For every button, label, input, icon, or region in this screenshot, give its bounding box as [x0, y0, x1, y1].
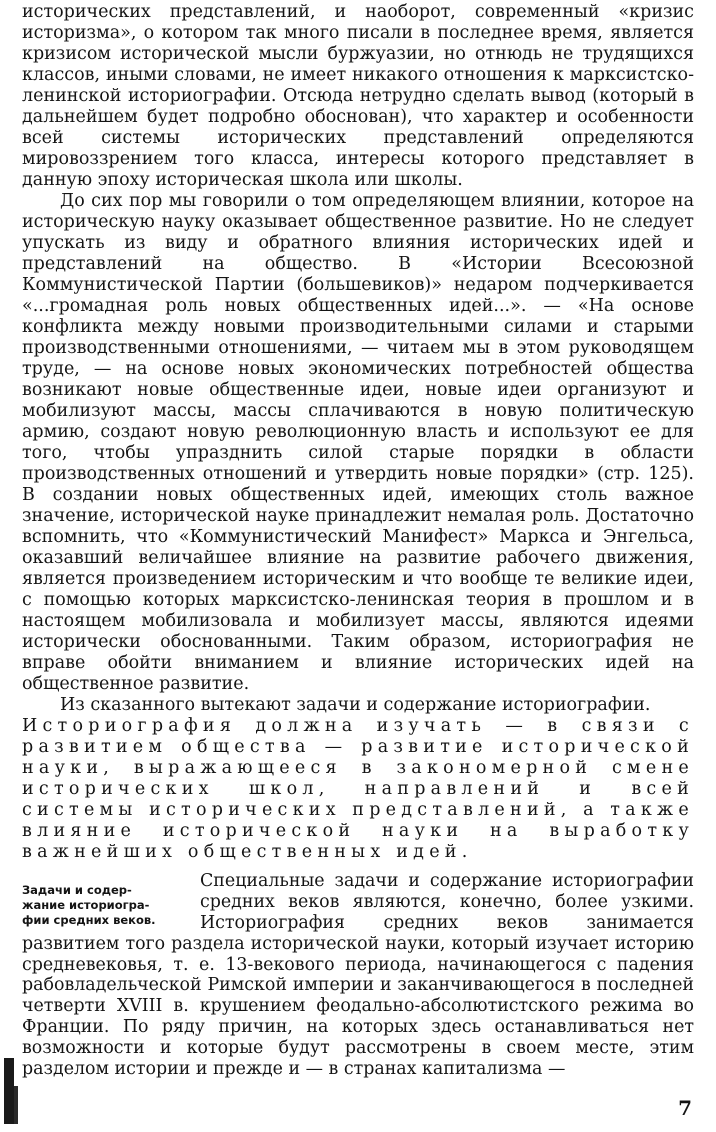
paragraph-5: Специальные задачи и содержание историографии средних веков являются, конечно, более узкими. Историография средних веков занимается развитием того раздела исторической науки, который изучает историю средневековья, т. е. 13-векового периода, начинающегося с падения рабовладельческой Римской империи и заканчивающегося в последней четверти XVIII в. крушением феодально-абсолютистского режима во Франции. По ряду причин, на которых здесь останавливаться нет возможности и которые будут рассмотрены в своем месте, этим разделом истории и прежде и — в странах капитализма —: [22, 871, 694, 1079]
page-number: 7: [678, 1096, 692, 1120]
margin-note-line-2: жание историогра-: [22, 898, 150, 912]
paragraph-1: исторических представлений, и наоборот, современный «кризис историзма», о котором так много писали в последнее время, является кризисом исторической мысли буржуазии, но отнюдь не трудящихся классов, иными словами, не имеет никакого отношения к марксистско-ленинской историографии. Отсюда нетрудно сделать вывод (который в дальнейшем будет подробно обоснован), что характер и особенности всей системы исторических представлений определяются мировоззрением того класса, интересы которого представляет в данную эпоху историческая школа или школы.: [22, 2, 694, 190]
margin-note-line-1: Задачи и содер-: [22, 883, 132, 897]
scan-edge-mark-secondary: [14, 1086, 18, 1124]
section-with-margin-note: [22, 871, 694, 1080]
margin-note: [22, 883, 180, 928]
paragraph-4-spaced: Историография должна изучать — в связи с развитием общества — развитие исторической науки, выражающееся в закономерной смене исторических школ, направлений и всей системы исторических представлений, а также влияние исторической науки на выработку важнейших общественных идей.: [22, 716, 694, 862]
margin-note-line-3: фии средних веков.: [22, 913, 156, 927]
scan-edge-mark: [4, 1058, 14, 1124]
main-text: [22, 2, 694, 863]
paragraph-2: До сих пор мы говорили о том определяющем влиянии, которое на историческую науку оказывает общественное развитие. Но не следует упускать из виду и обратного влияния исторических идей и представлений на общество. В «Истории Всесоюзной Коммунистической Партии (большевиков)» недаром подчеркивается «...громадная роль новых общественных идей...». — «На основе конфликта между новыми производительными силами и старыми производственными отношениями, — читаем мы в этом руководящем труде, — на основе новых экономических потребностей общества возникают новые общественные идеи, новые идеи организуют и мобилизуют массы, массы сплачиваются в новую политическую армию, создают новую революционную власть и используют ее для того, чтобы упразднить силой старые порядки в области производственных отношений и утвердить новые порядки» (стр. 125). В создании новых общественных идей, имеющих столь важное значение, исторической науке принадлежит немалая роль. Достаточно вспомнить, что «Коммунистический Манифест» Маркса и Энгельса, оказавший величайшее влияние на развитие рабочего движения, является произведением историческим и что вообще те великие идеи, с помощью которых марксистско-ленинская теория в прошлом и в настоящем мобилизовала и мобилизует массы, являются идеями исторически обоснованными. Таким образом, историография не вправе обойти вниманием и влияние исторических идей на общественное развитие.: [22, 191, 694, 694]
paragraph-3: Из сказанного вытекают задачи и содержание историографии.: [60, 695, 651, 715]
